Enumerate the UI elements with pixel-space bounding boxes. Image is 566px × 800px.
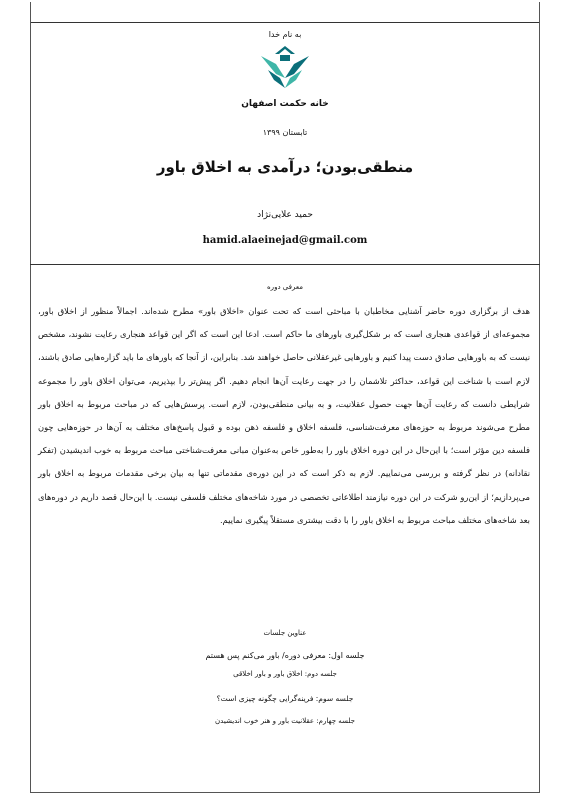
section-divider [30,264,540,265]
intro-heading: معرفی دوره [267,283,303,291]
date-text: تابستان ۱۳۹۹ [262,128,308,137]
session-item-3: جلسه سوم: فرینه‌گرایی چگونه چیزی است؟ [216,694,354,703]
page-title: منطقی‌بودن؛ درآمدی به اخلاق باور [156,158,414,176]
intro-paragraph: هدف از برگزاری دوره حاضر آشنایی مخاطبان با مباحثی است که تحت عنوان «اخلاق باور» مطرح شده‌اند. اجمالاً منظور از اخلاق باور، مجموعه‌ای از قواعدی هنجاری است که بر شکل‌گیری باورهای ما حاکم است. ادعا این است که اگر این قواعد هنجاری رعایت نشوند، مشخص نیست که به باورهایی صادق دست پیدا کنیم و باورهایی غیرعقلانی حاصل خواهند شد. بنابراین، از آنجا که باورهای ما باید گزاره‌هایی صادق باشند، لازم است با شناخت این قواعد، حداکثر تلاشمان را در جهت رعایت آن‌ها انجام دهیم. اگر پیش‌تر را بپذیریم، می‌توان اخلاق باور را مجموعه شرایطی دانست که رعایت آن‌ها جهت حصول عقلانیت، و به بیانی منطقی‌بودن، لازم است. پرسش‌هایی که در مباحث مربوط به اخلاق باور مطرح می‌شوند مربوط به حوزه‌های معرفت‌شناسی، فلسفه اخلاق و فلسفه ذهن بوده و قبول پاسخ‌های مختلف به آن‌ها در حوزه‌هایی چون فلسفه دین مؤثر است؛ با این‌حال در این دوره اخلاق باور را به‌طور خاص به‌عنوان مبانی معرفت‌شناختی مباحث مربوط به خوب اندیشیدن (تفکر نقادانه) در نظر گرفته و بررسی می‌نماییم. لازم به ذکر است که در این دوره‌ی مقدماتی تنها به بیان برخی مقدمات مربوط به اخلاق باور می‌پردازیم؛ از این‌رو شرکت در این دوره نیازمند اطلاعاتی تخصصی در مورد شاخه‌های مختلف فلسفی نیست. با این‌حال قصد داریم در دوره‌های بعد شاخه‌های مختلف مباحث مربوط به اخلاق باور را با دقت بیشتری مستقلاً پیگیری نماییم. [38,306,530,525]
sessions-heading: عناوین جلسات [263,629,307,637]
top-frame [30,2,540,22]
bismillah-text: به نام خدا [268,30,302,39]
author-name: حمید علایی‌نژاد [257,210,313,220]
email-link[interactable]: hamid.alaeinejad@gmail.com [202,235,368,246]
session-item-1: جلسه اول: معرفی دوره/ باور می‌کنم پس هستم [205,651,365,660]
institution-name: خانه حکمت اصفهان [241,99,329,109]
session-item-4: جلسه چهارم: عقلانیت باور و هنر خوب اندیشیدن [215,717,355,725]
institute-logo-icon [258,44,312,90]
session-item-2: جلسه دوم: اخلاق باور و باور اخلاقی [233,670,337,678]
